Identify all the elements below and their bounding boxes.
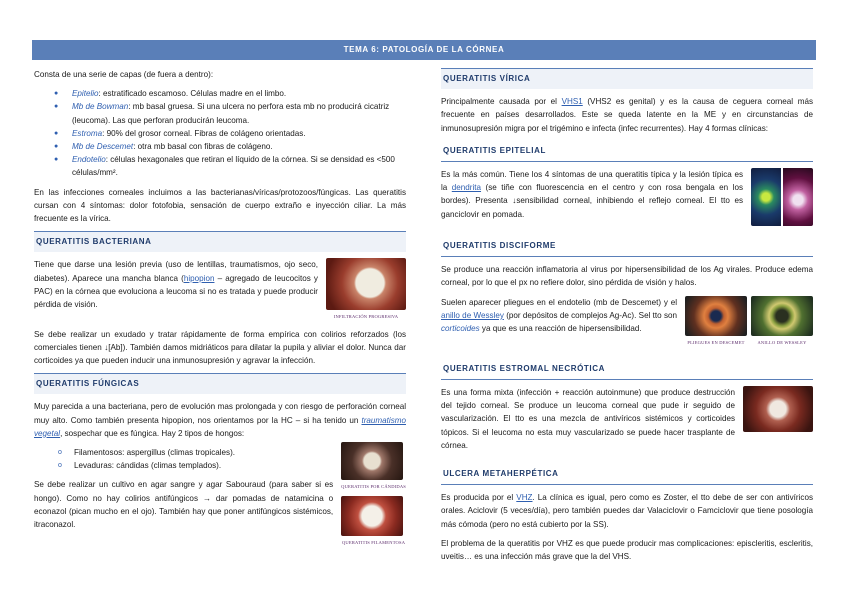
section-heading-disciform: QUERATITIS DISCIFORME <box>441 236 813 257</box>
metaherpetic-paragraph-2: El problema de la queratitis por VHZ es que puede producir mas complicaciones: episcleritis, escleritis, uveitis… es una infección más grave que la del VHS. <box>441 538 813 562</box>
section-heading-viral: QUERATITIS VÍRICA <box>441 68 813 89</box>
figure-caption: QUERATITIS FILAMENTOSA <box>341 540 406 546</box>
layers-intro: Consta de una serie de capas (de fuera a dentro): <box>34 70 214 79</box>
figure-caption: INFILTRACIÓN PROGRESIVA <box>333 314 399 320</box>
page-title: TEMA 6: PATOLOGÍA DE LA CÓRNEA <box>32 40 816 60</box>
viral-paragraph: Principalmente causada por el VHS1 (VHS2 es genital) y es la causa de ceguera corneal más frecuente en países desarrollados. Este se queda latente en la ME y en circunstancias de inmunosupresión migra por el trigémino e infecta (infec recurrentes). Hay 4 formas clínicas: <box>441 97 813 133</box>
fungal-paragraph-1: Muy parecida a una bacteriana, pero de evolución mas prolongada y con riesgo de perforación corneal muy alto. Como también presenta hipopion, nos orientamos por la HC – si ha tenido un traumatismo vegetal, sospechar que es fúngica. Hay 2 tipos de hongos: <box>34 402 406 438</box>
disciform-paragraph-1: Se produce una reacción inflamatoria al virus por hipersensibilidad de los Ag virales. Produce edema corneal, por lo que el px no refiere dolor, sino pérdida de visión y halos. <box>441 265 813 288</box>
dendrite-photo <box>751 168 813 226</box>
descemet-folds-photo <box>685 296 747 336</box>
bacterial-keratitis-photo <box>326 258 406 310</box>
section-heading-fungal: QUERATITIS FÚNGICAS <box>34 373 406 394</box>
wessley-ring-photo <box>751 296 813 336</box>
list-item: ● Endotelio: células hexagonales que retiran el líquido de la córnea. Si se densidad es <500 células/mm². <box>72 153 406 179</box>
section-heading-necrotic: QUERATITIS ESTROMAL NECRÓTICA <box>441 359 813 380</box>
left-column <box>34 68 406 553</box>
figure-dendrite <box>751 168 813 226</box>
metaherpetic-paragraph-1: Es producida por el VHZ. La clínica es igual, pero como es Zoster, el tto debe de ser con antivíricos orales. Aciclovir (5 veces/día), pero también puedes dar Valaciclovir o Famciclovir que tiene posología más cómoda (pero no está cubierto por la SS). <box>441 493 813 529</box>
list-item: ● Mb de Bowman: mb basal gruesa. Si una ulcera no perfora esta mb no producirá cicatriz (leucoma). Las que perforan producirán leucoma. <box>72 100 406 126</box>
necrotic-keratitis-photo <box>743 386 813 432</box>
bacterial-paragraph-1: Tiene que darse una lesión previa (uso de lentillas, traumatismos, ojo seco, diabetes). Aparece una mancha blanca (hipopion – agregado de leucocitos y PAC) en la córnea que evoluciona a leucoma si no es tratada y puede producir pérdida de visión. <box>34 260 318 310</box>
figure-necrotic <box>743 386 813 432</box>
corneal-layers-list <box>34 87 406 179</box>
list-item: ● Estroma: 90% del grosor corneal. Fibras de colágeno orientadas. <box>72 127 406 140</box>
section-heading-epithelial: QUERATITIS EPITELIAL <box>441 141 813 162</box>
figure-caption: PLIEGUES EN DESCEMET <box>687 339 745 345</box>
list-item: o Levaduras: cándidas (climas templados). <box>74 459 406 472</box>
section-heading-metaherpetic: ULCERA METAHERPÉTICA <box>441 464 813 485</box>
figure-disciform <box>685 296 813 349</box>
fungi-types-list <box>34 446 406 472</box>
list-item: ● Epitelio: estratificado escamoso. Células madre en el limbo. <box>72 87 406 100</box>
figure-caption: QUERATITIS POR CÁNDIDAS <box>341 484 406 490</box>
list-item: ● Mb de Descemet: otra mb basal con fibras de colágeno. <box>72 140 406 153</box>
list-item: o Filamentosos: aspergillus (climas tropicales). <box>74 446 406 459</box>
necrotic-paragraph: Es una forma mixta (infección + reacción autoinmune) que produce destrucción del tejido corneal. Se produce un leucoma corneal que pude ir seguido de vascularización. El tto es una mezcla de antivíricos sistémicos y corticoides tópicos. Si el leucoma no esta muy vascularizado se puede hacer trasplante de córnea. <box>441 388 735 450</box>
epithelial-paragraph: Es la más común. Tiene los 4 síntomas de una queratitis típica y la lesión típica es la dendrita (se tiñe con fluorescencia en el centro y con rosa bengala en los bordes). Presenta ↓sensibilidad corneal, inhibiendo el reflejo corneal. El tto es ganciclovir en pomada. <box>441 170 743 219</box>
bacterial-paragraph-2: Se debe realizar un exudado y tratar rápidamente de forma empírica con colirios reforzados (los comerciales tienen ↓[Ab]). También damos midriáticos para dilatar la pupila y aliviar el dolor. Nunca dar corticoides ya que pueden inducir una inmunosupresión y agravar la infección. <box>34 329 406 366</box>
section-heading-bacterial: QUERATITIS BACTERIANA <box>34 231 406 252</box>
filamentous-keratitis-photo <box>341 496 403 536</box>
disciform-paragraph-2: Suelen aparecer pliegues en el endotelio (mb de Descemet) y el anillo de Wessley (por depósitos de complejos Ag-Ac). Sel tto son corticoides ya que es una reacción de hipersensibilidad. <box>441 297 677 334</box>
figure-bacterial <box>326 258 406 323</box>
fungal-paragraph-2: Se debe realizar un cultivo en agar sangre y agar Sabouraud (para saber si es hongo). Como no hay colirios antifúngicos → dar pomadas de natamicina o econazol (pican mucho en el ojo). También hay que poner antifúngicos sistémicos, itraconazol. <box>34 480 334 530</box>
figure-caption: ANILLO DE WESSLEY <box>757 339 807 345</box>
infections-paragraph: En las infecciones corneales incluimos a las bacterianas/víricas/protozoos/fúngicas. Las queratitis cursan con 4 síntomas: dolor fotofobia, sensación de cuerpo extraño e inyección ciliar. La más frecuente es la vírica. <box>34 187 406 224</box>
right-column <box>441 68 813 569</box>
